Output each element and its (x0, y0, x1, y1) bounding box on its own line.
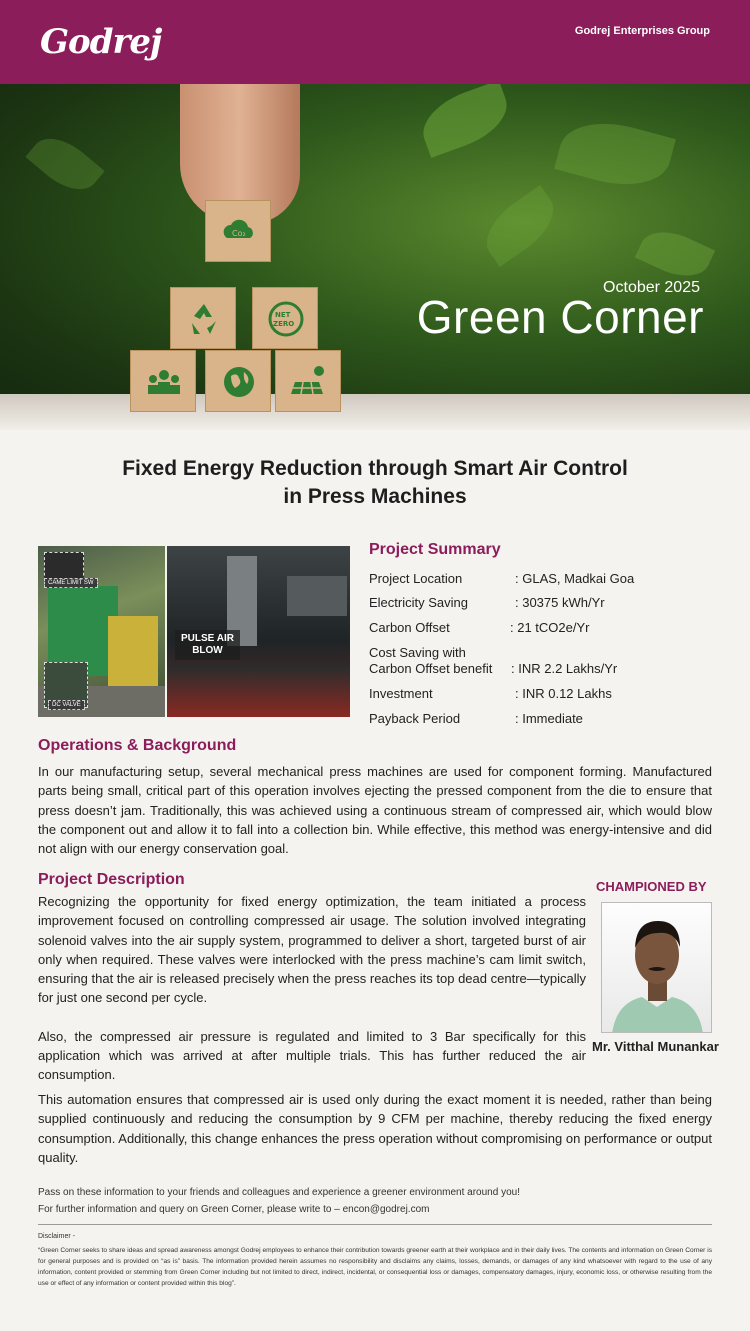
description-section (38, 871, 586, 1085)
table-surface (0, 394, 750, 430)
champion-portrait (601, 902, 712, 1033)
disclaimer-heading: Disclaimer - (38, 1233, 75, 1240)
project-photos (38, 546, 350, 717)
description-paragraph-1: Recognizing the opportunity for fixed energy optimization, the team initiated a process improvement focused on controlling compressed air usage. The solution involved integrating solenoid valves into the air supply system, programmed to deliver a short, targeted burst of air only when required. These valves were interlocked with the press machine’s cam limit switch, ensuring that the air is released precisely when the press reaches its top dead centre—typically for just one second per cycle. (38, 894, 586, 1006)
people-icon (130, 350, 196, 412)
pulse-air-label: PULSE AIR BLOW (175, 630, 240, 660)
champion-name: Mr. Vitthal Munankar (592, 1039, 719, 1054)
co2-cloud-icon (205, 200, 271, 262)
svg-text:Co₂: Co₂ (232, 229, 246, 238)
hero-image (0, 84, 750, 430)
pulse-air-photo (167, 546, 350, 717)
operations-heading: Operations & Background (38, 737, 237, 754)
operations-section (38, 737, 712, 858)
article-title: Fixed Energy Reduction through Smart Air Control in Press Machines (122, 457, 628, 508)
project-summary: Project Summary Project Location : GLAS, Madkai Goa Electricity Saving : 30375 kWh/Yr Carbon Offset : 21 tCO2e/Yr Cost Saving with Carbon Offset benefit : INR 2.2 Lakhs/Yr Investment : INR 0.12 Lakhs Payback Period : Immediate (369, 541, 729, 559)
svg-text:NET: NET (275, 311, 291, 319)
newsletter-title: Green Corner (416, 291, 704, 343)
godrej-logo: Godrej (40, 22, 162, 62)
group-name: Godrej Enterprises Group (574, 25, 710, 37)
description-paragraph-3-block (38, 1090, 712, 1167)
svg-text:ZERO: ZERO (273, 320, 295, 328)
championed-heading: CHAMPIONED BY (596, 879, 707, 894)
description-paragraph-3: This automation ensures that compressed air is used only during the exact moment it is needed, rather than being supplied continuously and reducing the consumption by 9 CFM per machine, thereby reducing the fixed energy consumption. Additionally, this change enhances the press operation without compromising on performance or output quality. (38, 1092, 712, 1165)
press-machine-photo (38, 546, 165, 717)
operations-text: In our manufacturing setup, several mechanical press machines are used for component forming. Manufactured parts being small, critical part of this operation involves ejecting the pressed component from the die to ensure that press doesn’t jam. Traditionally, this was achieved using a continuous stream of compressed air, which would blow the component out and allow it to fall into a collection bin. While effective, this method was energy-intensive and did not align with our energy conservation goal. (38, 764, 712, 857)
header-bar (0, 0, 750, 84)
recycle-icon (170, 287, 236, 349)
dc-valve-tag: DC VALVE (48, 700, 85, 710)
solar-panel-icon (275, 350, 341, 412)
cam-limit-tag: CAME LIMIT SW (44, 578, 98, 588)
net-zero-icon (252, 287, 318, 349)
footer-divider (38, 1224, 712, 1225)
globe-icon (205, 350, 271, 412)
footer-note: Pass on these information to your friends and colleagues and experience a greener environment around you! For further information and query on Green Corner, please write to – encon@godrej.com (38, 1184, 520, 1218)
project-summary-heading: Project Summary (369, 541, 501, 558)
description-heading: Project Description (38, 871, 185, 888)
description-paragraph-2: Also, the compressed air pressure is regulated and limited to 3 Bar specifically for this application which was arrived at after multiple trials. This has further reduced the air consumption. (38, 1028, 586, 1083)
contact-line: For further information and query on Green Corner, please write to – encon@godrej.com (38, 1204, 430, 1215)
issue-month: October 2025 (603, 279, 700, 296)
disclaimer-text: “Green Corner seeks to share ideas and spread awareness amongst Godrej employees to enhance their contribution towards greener earth at their workplace and in their daily lives. The contents and information on Green Corner is for general purposes and is provided on “as is” basis. The information provided herein assumes no responsibility and disclaims any claims, losses, demands, or damages of any kind whatsoever with regard to the use of any information, content provided or stemming from Green Corner including but not limited to direct, indirect, incidental, or consequential loss or damages, compensatory damages, injury, economic loss, or otherwise resulting from the use or effect of any information or content provided within this blog”. (38, 1247, 712, 1287)
